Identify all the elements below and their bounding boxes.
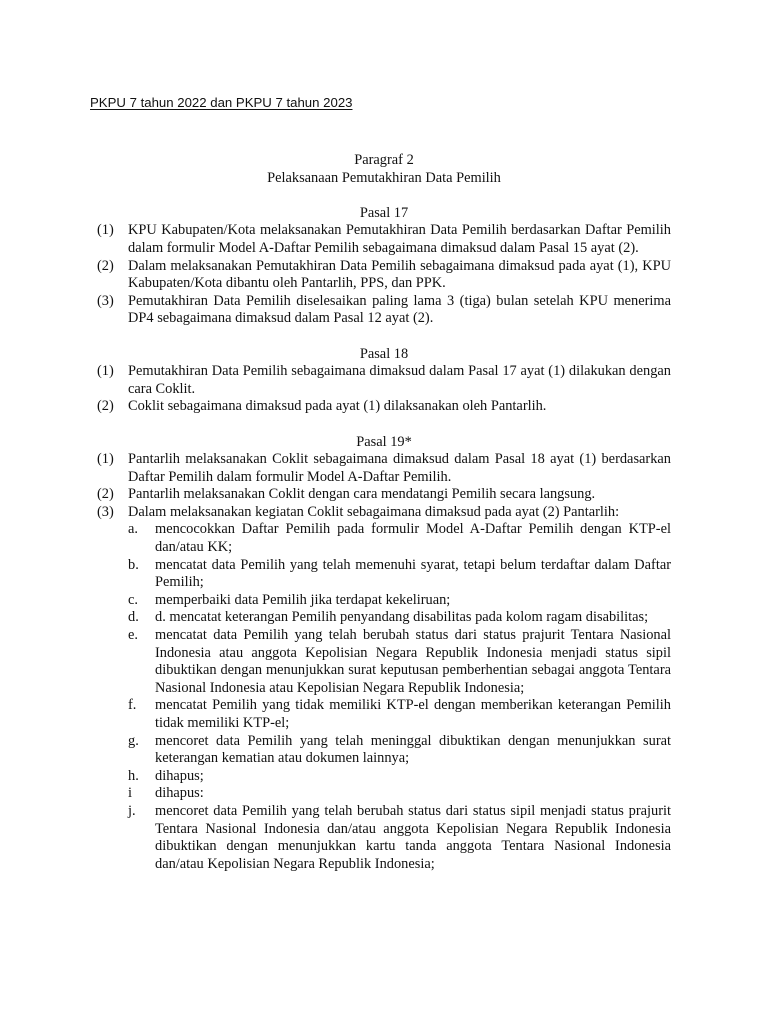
pasal-19-subitem bbox=[97, 733, 671, 768]
pasal-19-subitem bbox=[97, 592, 671, 610]
pasal-19-item bbox=[97, 486, 671, 504]
pasal-18-item bbox=[97, 363, 671, 398]
item-number: (1) bbox=[97, 363, 114, 380]
pasal-19-heading: Pasal 19* bbox=[356, 433, 412, 450]
pasal-18-heading: Pasal 18 bbox=[359, 345, 409, 362]
subitem-letter: f. bbox=[128, 697, 137, 714]
pasal-19-sublist bbox=[97, 521, 671, 873]
pasal-18-list bbox=[97, 363, 671, 416]
document-body bbox=[97, 152, 671, 873]
subitem-letter: h. bbox=[128, 767, 139, 784]
pasal-19-item bbox=[97, 451, 671, 486]
subitem-text: d. mencatat keterangan Pemilih penyandang disabilitas pada kolom ragam disabilitas; bbox=[155, 609, 649, 626]
pasal-19-subitem bbox=[97, 609, 671, 627]
subitem-letter: g. bbox=[128, 732, 139, 749]
subitem-letter: d. bbox=[128, 609, 139, 626]
item-text: Pemutakhiran Data Pemilih sebagaimana dimaksud dalam Pasal 17 ayat (1) dilakukan dengan cara Coklit. bbox=[128, 363, 671, 397]
item-number: (2) bbox=[97, 486, 114, 503]
item-number: (3) bbox=[97, 503, 114, 520]
pasal-19-item bbox=[97, 504, 671, 522]
item-text: Coklit sebagaimana dimaksud pada ayat (1) dilaksanakan oleh Pantarlih. bbox=[128, 398, 547, 415]
subitem-letter: j. bbox=[128, 802, 136, 819]
document-title: PKPU 7 tahun 2022 dan PKPU 7 tahun 2023 bbox=[90, 95, 353, 110]
spacer bbox=[97, 187, 671, 205]
item-text: Pantarlih melaksanakan Coklit sebagaimana dimaksud dalam Pasal 18 ayat (1) berdasarkan Daftar Pemilih dalam formulir Model A-Daftar Pemilih. bbox=[128, 451, 671, 485]
item-text: KPU Kabupaten/Kota melaksanakan Pemutakhiran Data Pemilih berdasarkan Daftar Pemilih dalam formulir Model A-Daftar Pemilih sebagaimana dimaksud dalam Pasal 15 ayat (2). bbox=[128, 222, 671, 256]
pasal-19-subitem bbox=[97, 521, 671, 556]
item-text: Pemutakhiran Data Pemilih diselesaikan paling lama 3 (tiga) bulan setelah KPU menerima DP4 sebagaimana dimaksud dalam Pasal 12 ayat (2). bbox=[128, 292, 671, 327]
pasal-18-item bbox=[97, 398, 671, 416]
pasal-19-subitem bbox=[97, 768, 671, 786]
pasal-19-subitem bbox=[97, 803, 671, 873]
pasal-17-heading: Pasal 17 bbox=[359, 204, 409, 221]
pasal-19-subitem bbox=[97, 557, 671, 592]
pasal-19-subitem bbox=[97, 697, 671, 732]
paragraph-subheading: Pelaksanaan Pemutakhiran Data Pemilih bbox=[267, 169, 501, 186]
subitem-letter: c. bbox=[128, 591, 138, 608]
pasal-17-item bbox=[97, 222, 671, 257]
subitem-letter: a. bbox=[128, 521, 138, 538]
item-number: (2) bbox=[97, 398, 114, 415]
pasal-17-list bbox=[97, 222, 671, 328]
item-text: Dalam melaksanakan Pemutakhiran Data Pemilih sebagaimana dimaksud pada ayat (1), KPU Kabupaten/Kota dibantu oleh Pantarlih, PPS, dan PPK. bbox=[128, 257, 671, 292]
item-number: (1) bbox=[97, 451, 114, 468]
item-text: Pantarlih melaksanakan Coklit dengan cara mendatangi Pemilih secara langsung. bbox=[128, 486, 596, 503]
pasal-17-item bbox=[97, 293, 671, 328]
subitem-text: mencoret data Pemilih yang telah meninggal dibuktikan dengan menunjukkan surat keterangan kematian atau dokumen lainnya; bbox=[155, 732, 671, 767]
item-number: (1) bbox=[97, 222, 114, 239]
item-number: (2) bbox=[97, 257, 114, 274]
pasal-19-subitem bbox=[97, 627, 671, 697]
spacer bbox=[97, 328, 671, 346]
pasal-17-item bbox=[97, 258, 671, 293]
pasal-19-subitem bbox=[97, 785, 671, 803]
paragraph-heading: Paragraf 2 bbox=[354, 152, 414, 168]
subitem-text: mencocokkan Daftar Pemilih pada formulir Model A-Daftar Pemilih dengan KTP-el dan/atau KK; bbox=[155, 521, 671, 556]
subitem-letter: b. bbox=[128, 556, 139, 573]
spacer bbox=[97, 416, 671, 434]
subitem-text: mencoret data Pemilih yang telah berubah status dari status sipil menjadi status prajurit Tentara Nasional Indonesia dan/atau anggota Kepolisian Negara Republik Indonesia dibuktikan dengan menunjukkan kartu tanda anggota Tentara Nasional Indonesia dan/atau Kepolisian Negara Republik Indonesia; bbox=[155, 802, 671, 872]
subitem-text: mencatat Pemilih yang tidak memiliki KTP-el dengan memberikan keterangan Pemilih tidak memiliki KTP-el; bbox=[155, 697, 671, 731]
item-number: (3) bbox=[97, 292, 114, 309]
subitem-text: mencatat data Pemilih yang telah memenuhi syarat, tetapi belum terdaftar dalam Daftar Pemilih; bbox=[155, 556, 671, 591]
subitem-letter: i bbox=[128, 785, 132, 802]
subitem-letter: e. bbox=[128, 627, 138, 644]
subitem-text: memperbaiki data Pemilih jika terdapat kekeliruan; bbox=[155, 591, 451, 608]
pasal-19-list bbox=[97, 451, 671, 873]
item-text: Dalam melaksanakan kegiatan Coklit sebagaimana dimaksud pada ayat (2) Pantarlih: bbox=[128, 503, 620, 520]
subitem-text: dihapus: bbox=[155, 785, 204, 802]
subitem-text: dihapus; bbox=[155, 767, 204, 784]
subitem-text: mencatat data Pemilih yang telah berubah status dari status prajurit Tentara Nasional Indonesia atau anggota Kepolisian Negara Republik Indonesia menjadi status sipil dibuktikan dengan menunjukkan surat keputusan pemberhentian sebagai anggota Tentara Nasional Indonesia atau Kepolisian Negara Republik Indonesia; bbox=[155, 627, 671, 696]
